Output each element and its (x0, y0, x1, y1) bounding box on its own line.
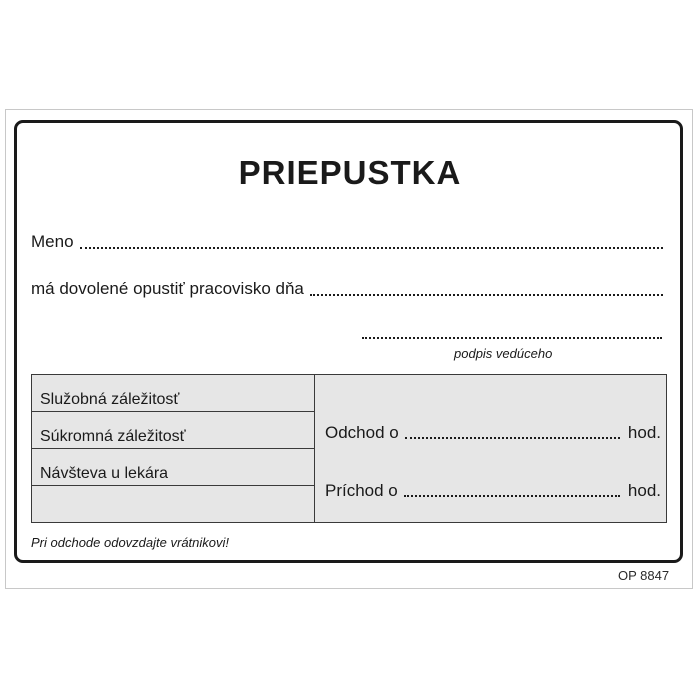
reason-private[interactable]: Súkromná záležitosť (32, 412, 314, 449)
departure-row (325, 423, 661, 443)
departure-label: Odchod o (325, 423, 399, 442)
arrival-row (325, 481, 661, 501)
departure-time-line[interactable] (405, 436, 620, 439)
reason-doctor[interactable]: Návšteva u lekára (32, 449, 314, 486)
reason-time-table (31, 374, 667, 523)
name-label: Meno (31, 232, 74, 251)
arrival-label: Príchod o (325, 481, 398, 500)
reason-column (32, 375, 315, 522)
departure-unit: hod. (627, 423, 661, 442)
signature-line[interactable] (362, 336, 662, 339)
form-code: OP 8847 (618, 568, 670, 583)
arrival-time-line[interactable] (404, 494, 620, 497)
name-line[interactable] (80, 246, 663, 249)
footer-note: Pri odchode odovzdajte vrátnikovi! (31, 535, 230, 550)
reason-business[interactable]: Služobná záležitosť (32, 375, 314, 412)
name-row (31, 232, 663, 252)
leave-label: má dovolené opustiť pracovisko dňa (31, 279, 304, 298)
leave-date-line[interactable] (310, 293, 663, 296)
form-title: PRIEPUSTKA (238, 154, 462, 191)
reason-blank[interactable] (32, 486, 314, 522)
leave-row (31, 279, 663, 299)
arrival-unit: hod. (627, 481, 661, 500)
signature-label: podpis vedúceho (454, 346, 553, 361)
